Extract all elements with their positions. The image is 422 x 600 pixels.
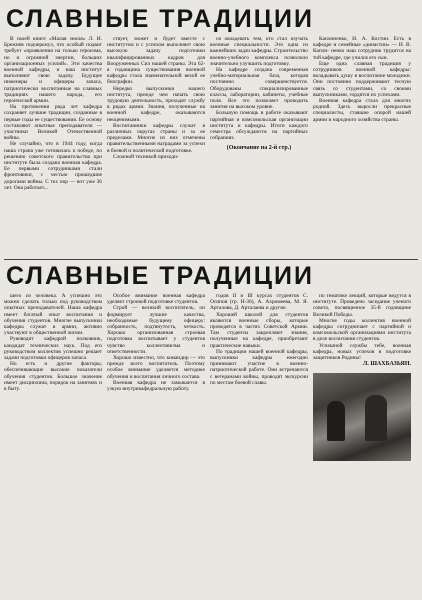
paragraph: На протяжении ряда лет кафедра сохраняет лучшие традиции, созданные в первые годы ее существования. Ее основу составляют опытные преподаватели — участники Великой Отечественной войны. xyxy=(4,104,102,142)
article-bottom-column-1 xyxy=(4,293,102,596)
paragraph: Воспитанники кафедры служат в различных округах страны и за ее пределами. Многие из них отмечены правительственными наградами за успехи в боевой и политической подготовке. xyxy=(107,122,205,154)
paragraph: Не случайно, что в 1944 году, когда наша страна уже готовилась к победе, по решению советского правительства при институте была создана военная кафедра. Ее первыми сотрудниками стали фронтовики, с честью прошедшие дорогами войны. С тех пор — вот уже 36 лет. Она работает... xyxy=(4,141,102,191)
paragraph: Сложной техникой приходи- xyxy=(113,153,179,160)
article-top-column-1 xyxy=(4,36,102,258)
paragraph: по тематике лекций, которые ведутся в институте. Проведено заседание ученого совета, посвященное 35-й годовщине Великой Победы. xyxy=(313,293,411,318)
article-top-headline: СЛАВНЫЕ ТРАДИЦИИ xyxy=(6,5,314,33)
paragraph: В своей книге «Малая земля» Л. И. Брежнев подчеркнул, что особый подвиг требует «проявления на только героизма, но и огромной энергии, больших организационных усилий». Эти качества военной кафедры, и наш институт выполняют свою задачу. Будущие инженеры и офицеры запаса, патриотически воспитанные на славных традициях нашего народа, его героической армии. xyxy=(4,36,102,105)
article-top-column-3 xyxy=(210,36,308,258)
article-bottom-column-2 xyxy=(107,293,205,596)
paragraph: Хорошо известно, что командир — это прежде всего воспитатель. Поэтому особое внимание уделяется методике обучения и воспитания личного состава. xyxy=(107,355,205,380)
paragraph: Успешной службы тебе, военная кафедра, новых успехов в подготовке защитников Родины! xyxy=(313,342,411,362)
paragraph: Многие годы коллектив военной кафедры сотрудничает с партийной и комсомольской организациями института в деле воспитания студентов. xyxy=(313,317,411,343)
paragraph: Еще одна славная традиция у сотрудников военной кафедры: вкладывать душу в воспитание молодежи. Они постоянно поддерживают тесную связь со студентами, со своими выпускниками, гордятся их успехами. xyxy=(313,60,411,98)
paragraph: годов II и III курсах студентов С. Осипов (гр. Н-36), А. Ахромеева, М. Я. Арталова, Д. Арталаева и другие. xyxy=(210,293,308,312)
paragraph: По традиции нашей военной кафедры, выпускники кафедры ежегодно принимают участие в военно-патриотической работе. Они встречаются с ветеранами войны, проводят экскурсии по местам боевой славы. xyxy=(210,348,308,386)
paragraph: ствует, может и будет вместе с институтом и с успехом выполняет свою высокую задачу подготовки квалифицированных кадров для Вооруженных Сил нашей страны. Эта 62-я годовщина существования военной кафедры стала знаменательной вехой ее биографии. xyxy=(107,36,205,86)
paragraph: Хорошей школой для студентов являются военные сборы, которые проводятся в частях Советской Армии. Там студенты закрепляют знания, полученные на кафедре, приобретают практические навыки. xyxy=(210,311,308,349)
continuation-note: (Окончание на 2-й стр.) xyxy=(226,145,292,152)
paragraph: Каплиненко, И. А. Костин. Есть в кафедре и семейные «династии» — И. В. Капли- ненко наш сотрудник трудится на той кафедре, где учился его сын. xyxy=(313,36,411,61)
article-bottom-columns xyxy=(4,293,418,596)
paragraph: Большую помощь в работе оказывают партийная и комсомольская организации института и кафедры. Итоги каждого семестра обсуждаются на партийных собраниях. xyxy=(210,110,308,142)
article-bottom-column-4 xyxy=(313,293,411,596)
paragraph: На кафедре создана современная учебно-материальная база, которая постоянно совершенствуется. Оборудованы специализированные классы, лаборатории, кабинеты, учебные поля. Все это позволяет проводить занятия на высоком уровне. xyxy=(210,67,308,111)
paragraph: Но есть и другие факторы, обеспечивающие высокие показатели обучения студентов. Большое значение имеет дисциплина, порядок на занятиях и в быту. xyxy=(4,361,102,393)
article-top-columns xyxy=(4,36,418,258)
paragraph: Военная кафедра стала для многих родной. Здесь выросли прекрасные специалисты, ставшие опорой нашей армии и народного хозяйства страны. xyxy=(313,98,411,123)
article-top-column-2 xyxy=(107,36,205,258)
paragraph: Нередко выпускники нашего института, прежде чем начать свою трудовую деятельность, проходят службу в рядах армии. Знания, полученные на военной кафедре, оказываются неоценимыми. xyxy=(107,85,205,123)
article-photo xyxy=(313,373,411,461)
article-top-column-4 xyxy=(313,36,411,258)
paragraph: ся овладевать тем, кто стал изучать военные специальности. Это одна из важнейших задач кафедры. Строительство военно-учебного комплекса позволило значительно улучшить подготовку. xyxy=(210,36,308,67)
article-bottom-headline: СЛАВНЫЕ ТРАДИЦИИ xyxy=(6,262,314,290)
author-signature: Л. ШАХБАЗЬЯН. xyxy=(362,361,411,368)
paragraph: Руководит кафедрой полковник, кандидат технических наук. Под его руководством коллектив успешно решает задачи подготовки офицеров запаса. xyxy=(4,336,102,362)
article-bottom-column-3 xyxy=(210,293,308,596)
section-divider xyxy=(4,259,418,260)
paragraph: шего из человека. А успешно это можно сделать только под руководством опытных преподавателей. Наша кафедра имеет богатый опыт воспитания и обучения студентов. Многие выпускники кафедры служат в армии, активно участвуют в общественной жизни. xyxy=(4,293,102,337)
paragraph: Военная кафедра не замыкается в узкую внутрикафедральную работу. xyxy=(107,379,205,393)
paragraph: Строй — великий воспитатель, он формирует лучшие качества, необходимые будущему офицеру: собранность, подтянутость, четкость. Хорошо организованная строевая подготовка воспитывает у студентов чувство коллективизма и ответственности. xyxy=(107,305,205,355)
paragraph: Особое внимание военная кафедра уделяет строевой подготовке студентов. xyxy=(107,293,205,306)
